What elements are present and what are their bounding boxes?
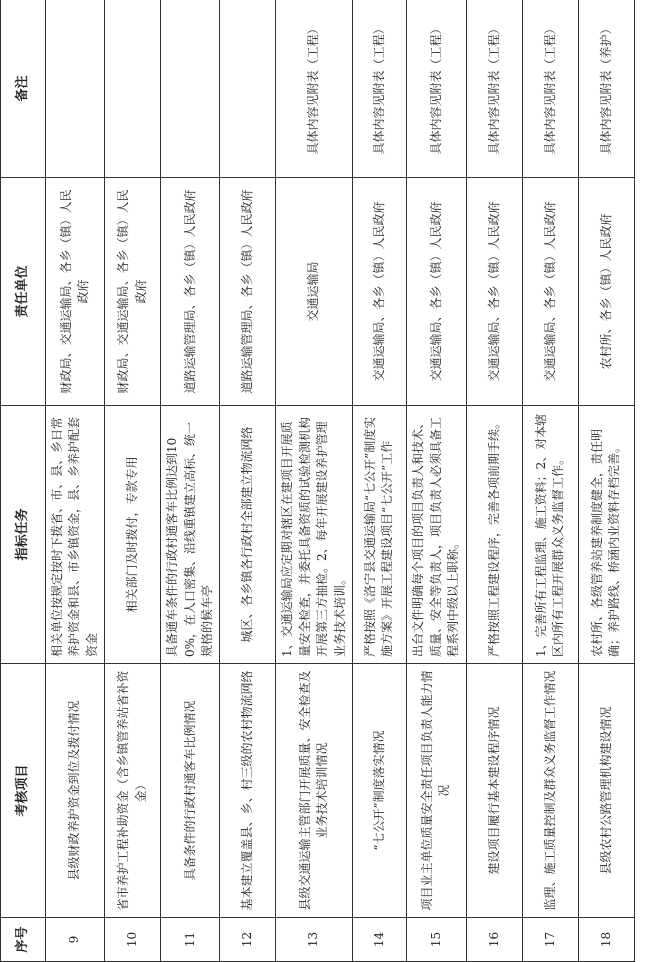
- row-task: 具备通车条件的行政村通客车比例达到100%，在人口密集、沿线重镇建立高标、统一规格的候车亭: [161, 406, 220, 664]
- table-row: [46, 0, 105, 962]
- row-seq: 10: [105, 918, 161, 962]
- table-row: [161, 0, 220, 962]
- row-unit: 农村所、各乡（镇）人民政府: [578, 178, 634, 406]
- row-note: 具体内容见附表（工程）: [276, 0, 353, 178]
- row-seq: 14: [352, 918, 406, 962]
- row-note: 具体内容见附表（工程）: [406, 0, 466, 178]
- row-item: 建设项目履行基本建设程序情况: [466, 664, 522, 918]
- row-task: 相关部门及时拨付，专款专用: [105, 406, 161, 664]
- row-seq: 17: [522, 918, 578, 962]
- row-item: 省市养护工程补助资金（含乡镇管养站省补资金）: [105, 664, 161, 918]
- row-item: 县级交通运输主管部门开展质量、安全检查及业务技术培训情况: [276, 664, 353, 918]
- row-item: “七公开”制度落实情况: [352, 664, 406, 918]
- row-item: 县级财政养护资金到位及拨付情况: [46, 664, 105, 918]
- row-task: 严格按照工程建设程序，完善各项前期手续。: [466, 406, 522, 664]
- row-note: [46, 0, 105, 178]
- table-header-row: [1, 0, 46, 962]
- row-task: 农村所、各级管养站建养制度健全，责任明确；养护路线、桥涵内业资料存档完善。: [578, 406, 634, 664]
- table-row: [276, 0, 353, 962]
- row-unit: 财政局、交通运输局、各乡（镇）人民政府: [46, 178, 105, 406]
- table-row: [105, 0, 161, 962]
- row-unit: 交通运输局、各乡（镇）人民政府: [352, 178, 406, 406]
- table-row: [466, 0, 522, 962]
- row-seq: 12: [220, 918, 276, 962]
- row-seq: 15: [406, 918, 466, 962]
- row-unit: 财政局、交通运输局、各乡（镇）人民政府: [105, 178, 161, 406]
- header-task: 指标任务: [1, 406, 46, 664]
- row-unit: 道路运输管理局、各乡（镇）人民政府: [161, 178, 220, 406]
- row-item: 监理、施工质量控制及群众义务监督工作情况: [522, 664, 578, 918]
- row-task: 严格按照《洛宁县交通运输局“七公开”制度实施方案》开展工程建设项目“七公开”工作: [352, 406, 406, 664]
- row-item: 具备条件的行政村通客车比例情况: [161, 664, 220, 918]
- row-seq: 13: [276, 918, 353, 962]
- row-seq: 9: [46, 918, 105, 962]
- table-row: [522, 0, 578, 962]
- row-item: 项目业主单位质量安全责任项目负责人能力情况: [406, 664, 466, 918]
- row-seq: 16: [466, 918, 522, 962]
- row-note: 具体内容见附表（工程）: [352, 0, 406, 178]
- row-item: 基本建立覆盖县、乡、村三级的农村物流网络: [220, 664, 276, 918]
- table-row: [220, 0, 276, 962]
- row-note: [220, 0, 276, 178]
- row-item: 县级农村公路管理机构建设情况: [578, 664, 634, 918]
- row-note: 具体内容见附表（养护）: [578, 0, 634, 178]
- row-task: 城区、各乡镇各行政村全部建立物流网络: [220, 406, 276, 664]
- header-seq: 序号: [1, 918, 46, 962]
- row-note: 具体内容见附表（工程）: [522, 0, 578, 178]
- row-unit: 交通运输局、各乡（镇）人民政府: [406, 178, 466, 406]
- row-seq: 18: [578, 918, 634, 962]
- header-item: 考核项目: [1, 664, 46, 918]
- row-task: 1、交通运输局应定期对辖区在建项目开展质量安全检查，并委托具备资质的试验检测机构开展第三方抽检。2、每年开展建设养护管理业务技术培训。: [276, 406, 353, 664]
- header-note: 备注: [1, 0, 46, 178]
- table-row: [406, 0, 466, 962]
- header-unit: 责任单位: [1, 178, 46, 406]
- row-seq: 11: [161, 918, 220, 962]
- row-note: [161, 0, 220, 178]
- row-unit: 交通运输局、各乡（镇）人民政府: [466, 178, 522, 406]
- row-note: 具体内容见附表（工程）: [466, 0, 522, 178]
- row-note: [105, 0, 161, 178]
- row-unit: 道路运输管理局、各乡（镇）人民政府: [220, 178, 276, 406]
- row-task: 相关单位按规定按时下拨省、市、县、乡日常养护资金和县、市乡镇资金，县、乡养护配套资金: [46, 406, 105, 664]
- row-task: 出台文件明确每个项目的项目负责人和技术、质量、安全等负责人，项目负责人必须具备工程系列中级以上职称。: [406, 406, 466, 664]
- row-unit: 交通运输局: [276, 178, 353, 406]
- row-task: 1、完善所有工程监理、施工资料；2、对本辖区内所有工程开展群众义务监督工作。: [522, 406, 578, 664]
- row-unit: 交通运输局、各乡（镇）人民政府: [522, 178, 578, 406]
- table-row: [352, 0, 406, 962]
- table-row: [578, 0, 634, 962]
